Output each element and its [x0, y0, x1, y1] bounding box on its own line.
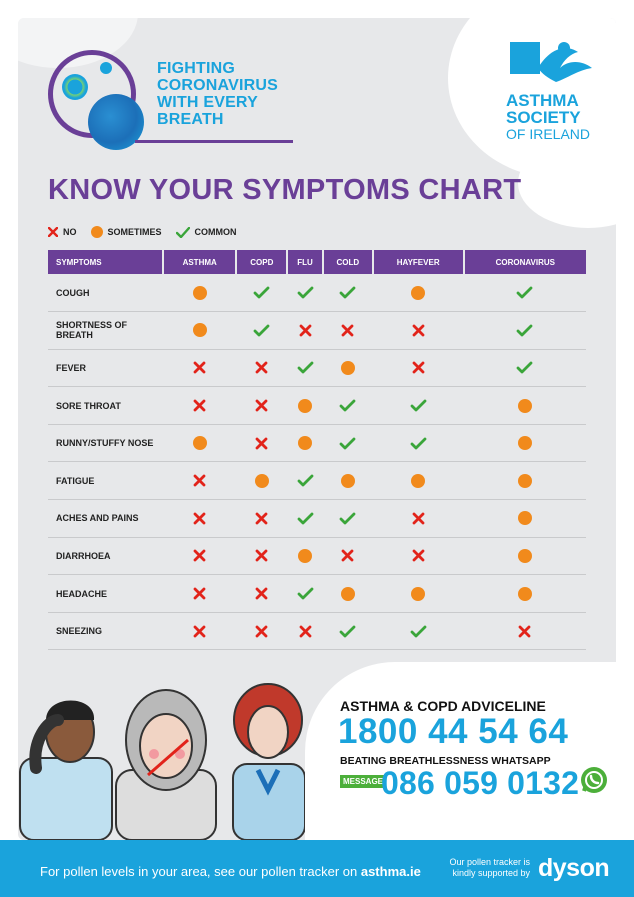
symptom-label: RUNNY/STUFFY NOSE [48, 424, 163, 462]
symptom-cell-cold [323, 500, 373, 538]
header-cold: COLD [323, 250, 373, 274]
dot-icon [411, 286, 425, 300]
page-title: KNOW YOUR SYMPTOMS CHART [48, 174, 522, 206]
header-copd: COPD [236, 250, 287, 274]
dot-icon [411, 474, 425, 488]
check-icon [339, 399, 356, 412]
message-badge: MESSAGE [340, 775, 386, 788]
symptom-cell-coronavirus [464, 349, 586, 387]
dot-icon [298, 399, 312, 413]
symptom-cell-cold [323, 349, 373, 387]
legend [48, 226, 251, 238]
dot-icon [255, 474, 269, 488]
check-icon [410, 399, 427, 412]
cross-icon [299, 625, 312, 638]
symptom-cell-asthma [163, 387, 236, 425]
legend-sometimes: SOMETIMES [91, 226, 162, 238]
symptom-cell-hayfever [373, 387, 464, 425]
adviceline-label: ASTHMA & COPD ADVICELINE [340, 698, 546, 714]
cross-icon [193, 399, 206, 412]
dot-icon [298, 549, 312, 563]
symptom-cell-copd [236, 500, 287, 538]
symptom-label: DIARRHOEA [48, 537, 163, 575]
table-row [48, 462, 586, 500]
symptom-cell-hayfever [373, 537, 464, 575]
symptom-cell-cold [323, 537, 373, 575]
symptom-label: SORE THROAT [48, 387, 163, 425]
symptom-cell-copd [236, 274, 287, 312]
symptom-cell-coronavirus [464, 575, 586, 613]
advice-panel [305, 662, 634, 842]
symptom-cell-flu [287, 387, 323, 425]
check-icon [339, 286, 356, 299]
table-row [48, 349, 586, 387]
symptom-cell-coronavirus [464, 500, 586, 538]
symptom-cell-cold [323, 612, 373, 650]
table-row [48, 387, 586, 425]
table-row [48, 575, 586, 613]
cross-icon [412, 512, 425, 525]
check-icon [297, 286, 314, 299]
symptom-label: COUGH [48, 274, 163, 312]
cross-icon [193, 512, 206, 525]
dot-icon [518, 474, 532, 488]
cross-icon [341, 324, 354, 337]
dot-icon [91, 226, 103, 238]
legend-common: COMMON [176, 227, 237, 238]
cross-icon [412, 361, 425, 374]
symptom-cell-hayfever [373, 500, 464, 538]
symptom-cell-hayfever [373, 312, 464, 350]
symptom-cell-coronavirus [464, 274, 586, 312]
dot-icon [193, 436, 207, 450]
dot-icon [193, 286, 207, 300]
check-icon [339, 437, 356, 450]
symptom-label: HEADACHE [48, 575, 163, 613]
table-row [48, 537, 586, 575]
symptom-cell-cold [323, 387, 373, 425]
table-header-row [48, 250, 586, 274]
campaign-title: FIGHTING CORONAVIRUS WITH EVERY BREATH [157, 60, 279, 128]
symptom-cell-cold [323, 462, 373, 500]
whatsapp-icon [580, 766, 608, 794]
table-row [48, 500, 586, 538]
symptom-cell-copd [236, 575, 287, 613]
symptom-cell-copd [236, 349, 287, 387]
symptom-cell-asthma [163, 612, 236, 650]
symptom-cell-asthma [163, 575, 236, 613]
symptom-label: FATIGUE [48, 462, 163, 500]
cross-icon [48, 227, 58, 237]
table-row [48, 424, 586, 462]
check-icon [297, 361, 314, 374]
footer [0, 840, 634, 897]
header-symptoms: SYMPTOMS [48, 250, 163, 274]
check-icon [297, 587, 314, 600]
dot-icon [193, 323, 207, 337]
symptom-cell-hayfever [373, 274, 464, 312]
symptom-cell-hayfever [373, 424, 464, 462]
symptom-cell-coronavirus [464, 612, 586, 650]
symptom-cell-asthma [163, 500, 236, 538]
symptom-cell-flu [287, 612, 323, 650]
symptom-cell-cold [323, 274, 373, 312]
cross-icon [255, 399, 268, 412]
asthma-link[interactable]: asthma.ie [360, 864, 421, 879]
symptom-label: ACHES AND PAINS [48, 500, 163, 538]
check-icon [339, 512, 356, 525]
symptom-label: FEVER [48, 349, 163, 387]
table-row [48, 274, 586, 312]
dot-icon [518, 549, 532, 563]
symptom-cell-cold [323, 424, 373, 462]
virus-small-icon [62, 74, 88, 100]
symptom-cell-coronavirus [464, 312, 586, 350]
cross-icon [193, 549, 206, 562]
symptom-cell-asthma [163, 349, 236, 387]
people-illustration [18, 680, 318, 840]
symptom-cell-copd [236, 387, 287, 425]
symptom-cell-cold [323, 575, 373, 613]
cross-icon [255, 512, 268, 525]
header-asthma: ASTHMA [163, 250, 236, 274]
check-icon [297, 474, 314, 487]
cross-icon [193, 361, 206, 374]
symptom-cell-copd [236, 537, 287, 575]
symptom-cell-hayfever [373, 575, 464, 613]
cross-icon [299, 324, 312, 337]
check-icon [339, 625, 356, 638]
check-icon [253, 286, 270, 299]
campaign-underline [135, 140, 293, 143]
dot-icon [341, 361, 355, 375]
adviceline-number[interactable]: 1800 44 54 64 [338, 712, 569, 751]
cross-icon [193, 625, 206, 638]
check-icon [253, 324, 270, 337]
cross-icon [193, 587, 206, 600]
asthma-society-logo-icon [508, 38, 594, 88]
symptom-cell-asthma [163, 462, 236, 500]
symptoms-table [48, 250, 586, 650]
symptom-cell-coronavirus [464, 462, 586, 500]
symptom-cell-hayfever [373, 612, 464, 650]
header-hayfever: HAYFEVER [373, 250, 464, 274]
dot-icon [518, 511, 532, 525]
whatsapp-number[interactable]: 086 059 0132 [381, 765, 580, 801]
dot-icon [518, 587, 532, 601]
symptom-cell-asthma [163, 312, 236, 350]
symptom-cell-flu [287, 274, 323, 312]
dot-icon [518, 399, 532, 413]
symptom-label: SHORTNESS OF BREATH [48, 312, 163, 350]
table-row [48, 612, 586, 650]
symptom-cell-asthma [163, 424, 236, 462]
symptom-cell-copd [236, 612, 287, 650]
cross-icon [255, 625, 268, 638]
symptom-cell-flu [287, 462, 323, 500]
symptom-cell-asthma [163, 537, 236, 575]
symptom-cell-flu [287, 500, 323, 538]
symptom-cell-coronavirus [464, 387, 586, 425]
check-icon [516, 324, 533, 337]
cross-icon [255, 549, 268, 562]
whatsapp-label: BEATING BREATHLESSNESS WHATSAPP [340, 755, 551, 767]
check-icon [297, 512, 314, 525]
cross-icon [412, 324, 425, 337]
dyson-logo: dyson [538, 854, 610, 882]
check-icon [176, 227, 190, 238]
asthma-society-logo-text: ASTHMA SOCIETY OF IRELAND [506, 91, 591, 142]
symptom-cell-flu [287, 424, 323, 462]
check-icon [410, 437, 427, 450]
header-flu: FLU [287, 250, 323, 274]
symptom-cell-hayfever [373, 462, 464, 500]
virus-tiny-icon [100, 62, 112, 74]
check-icon [516, 286, 533, 299]
cross-icon [255, 361, 268, 374]
symptom-cell-asthma [163, 274, 236, 312]
symptom-cell-flu [287, 537, 323, 575]
symptom-cell-copd [236, 312, 287, 350]
dot-icon [341, 474, 355, 488]
symptom-cell-copd [236, 424, 287, 462]
check-icon [516, 361, 533, 374]
cross-icon [255, 437, 268, 450]
check-icon [410, 625, 427, 638]
dot-icon [341, 587, 355, 601]
symptom-cell-copd [236, 462, 287, 500]
pollen-tracker-text: For pollen levels in your area, see our pollen tracker on asthma.ie [40, 864, 421, 879]
cross-icon [255, 587, 268, 600]
cross-icon [412, 549, 425, 562]
symptom-cell-cold [323, 312, 373, 350]
dot-icon [518, 436, 532, 450]
cross-icon [193, 474, 206, 487]
symptom-cell-flu [287, 312, 323, 350]
symptom-cell-flu [287, 575, 323, 613]
table-row [48, 312, 586, 350]
symptom-cell-coronavirus [464, 424, 586, 462]
dot-icon [411, 587, 425, 601]
dot-icon [298, 436, 312, 450]
symptom-cell-coronavirus [464, 537, 586, 575]
legend-no: NO [48, 227, 77, 237]
symptom-cell-flu [287, 349, 323, 387]
sponsor-note: Our pollen tracker is kindly supported by [449, 857, 530, 878]
cross-icon [341, 549, 354, 562]
symptom-label: SNEEZING [48, 612, 163, 650]
cross-icon [518, 625, 531, 638]
symptom-cell-hayfever [373, 349, 464, 387]
header-coronavirus: CORONAVIRUS [464, 250, 586, 274]
